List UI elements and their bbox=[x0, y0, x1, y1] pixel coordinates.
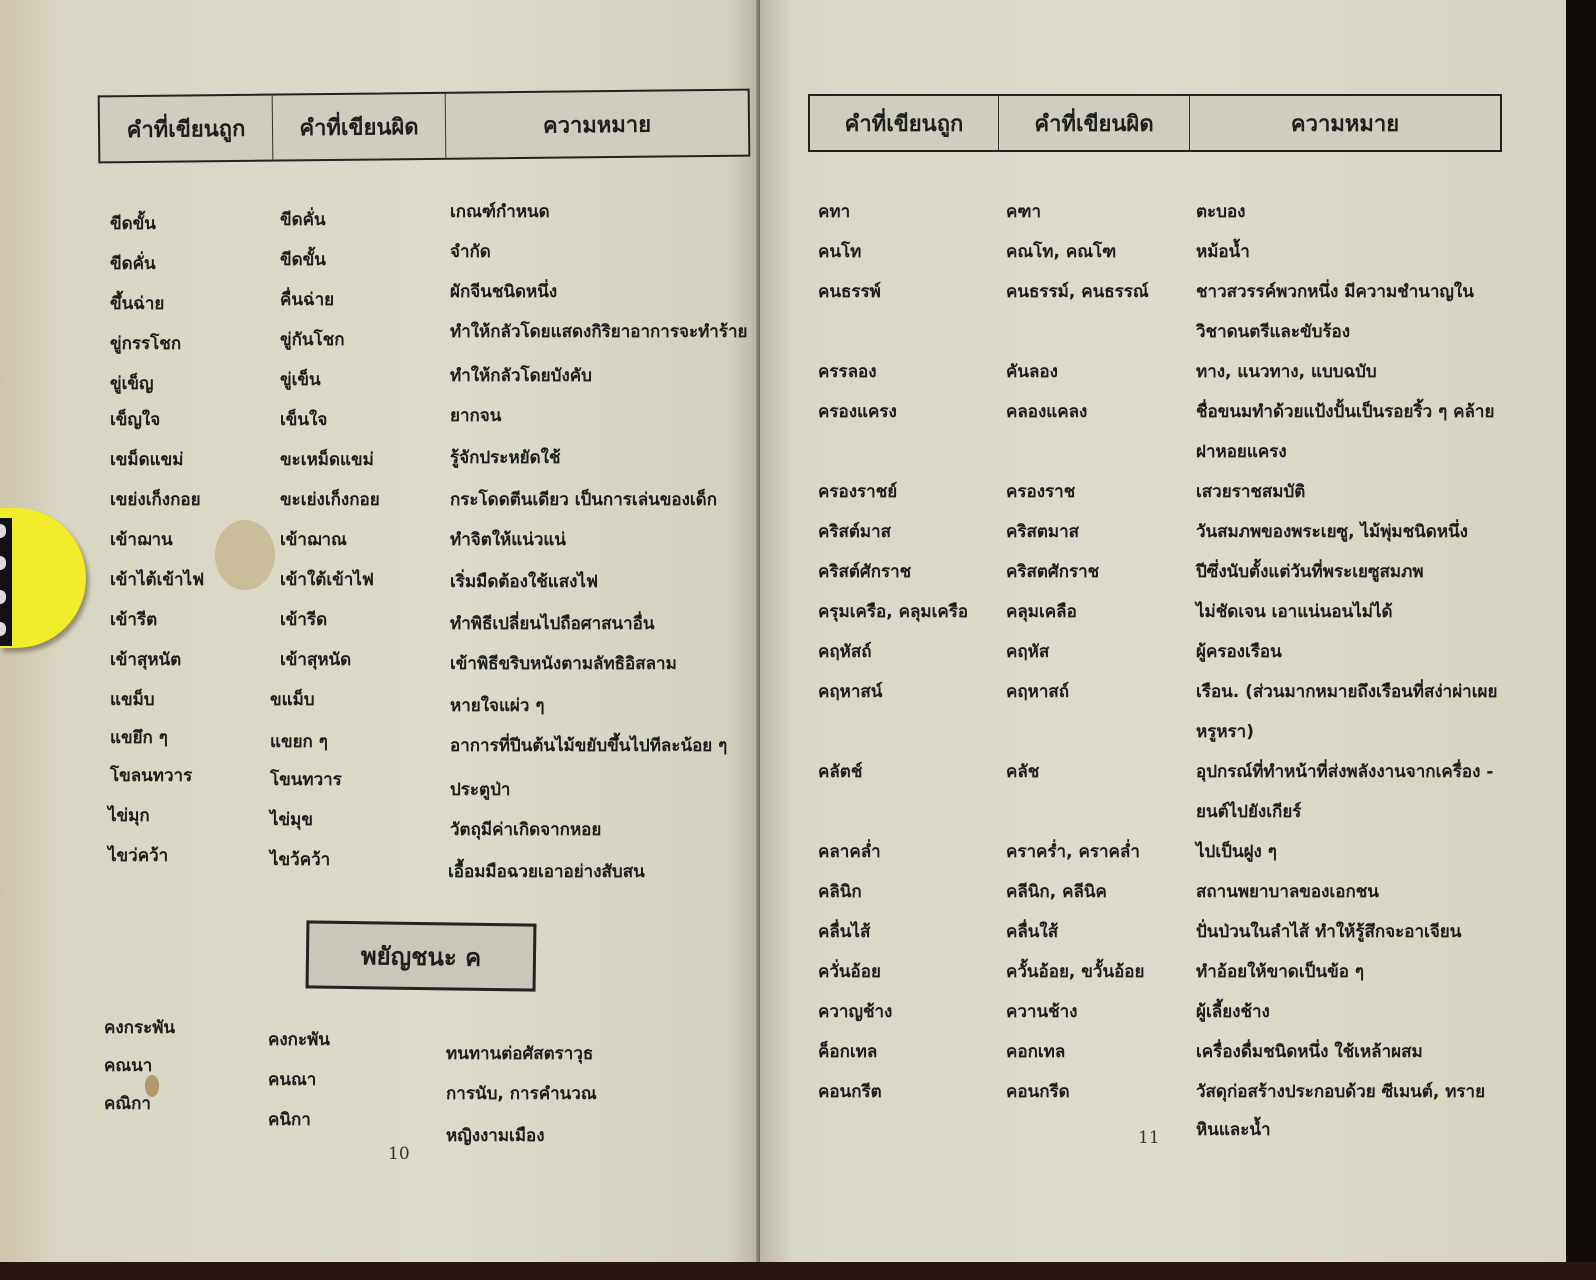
meaning: กระโดดตีนเดียว เป็นการเล่นของเด็ก bbox=[450, 490, 718, 510]
correct-word: เขม็ดแขม่ bbox=[110, 450, 184, 470]
correct-word: คทา bbox=[818, 202, 851, 222]
meaning: ประตูป่า bbox=[450, 780, 511, 800]
meaning: เสวยราชสมบัติ bbox=[1196, 482, 1306, 502]
wrong-word: เข็นใจ bbox=[280, 410, 328, 430]
wrong-word: ขู่เข็น bbox=[280, 370, 321, 390]
meaning-continued: วิชาดนตรีและขับร้อง bbox=[1196, 322, 1351, 342]
meaning: จำกัด bbox=[450, 242, 491, 262]
correct-word: เข้าสุหนัต bbox=[110, 650, 182, 670]
wrong-word: คันลอง bbox=[1006, 362, 1058, 382]
wrong-word: คริสตมาส bbox=[1006, 522, 1080, 542]
strip-hole-icon bbox=[0, 556, 6, 570]
meaning: ทำพิธีเปลี่ยนไปถือศาสนาอื่น bbox=[450, 614, 655, 634]
meaning: สถานพยาบาลของเอกชน bbox=[1196, 882, 1379, 902]
wrong-word: คฤหัส bbox=[1006, 642, 1050, 662]
meaning: ทาง, แนวทาง, แบบฉบับ bbox=[1196, 362, 1377, 382]
correct-word: ไขว่คว้า bbox=[108, 846, 169, 866]
meaning: อุปกรณ์ที่ทำหน้าที่ส่งพลังงานจากเครื่อง - bbox=[1196, 762, 1494, 782]
wrong-word: คราคร่ำ, คราคล่ำ bbox=[1006, 842, 1140, 862]
correct-word: คลัตช์ bbox=[818, 762, 863, 782]
wrong-word: คณโท, คณโฑ bbox=[1006, 242, 1117, 262]
right-page bbox=[760, 0, 1566, 1262]
correct-word: เข้ารีต bbox=[110, 610, 158, 630]
meaning: ตะบอง bbox=[1196, 202, 1246, 222]
strip-hole-icon bbox=[0, 524, 6, 538]
meaning: วัสดุก่อสร้างประกอบด้วย ซีเมนต์, ทราย bbox=[1196, 1082, 1486, 1102]
correct-word: คริสต์ศักราช bbox=[818, 562, 912, 582]
meaning: เครื่องดื่มชนิดหนึ่ง ใช้เหล้าผสม bbox=[1196, 1042, 1423, 1062]
paper-stain bbox=[215, 520, 275, 590]
meaning: ผักจีนชนิดหนึ่ง bbox=[450, 282, 558, 302]
page-number: 11 bbox=[1138, 1128, 1160, 1148]
wrong-word: ขู่กันโชก bbox=[280, 330, 345, 350]
wrong-word: ขีดขั้น bbox=[280, 250, 326, 270]
wrong-word: ไข่มุข bbox=[270, 810, 313, 830]
correct-word: คฤหัสถ์ bbox=[818, 642, 872, 662]
wrong-word: ขีดคั่น bbox=[280, 210, 326, 230]
meaning: รู้จักประหยัดใช้ bbox=[450, 448, 561, 468]
meaning-continued: ฝาหอยแครง bbox=[1196, 442, 1287, 462]
correct-word: คริสต์มาส bbox=[818, 522, 892, 542]
correct-word: ครรลอง bbox=[818, 362, 877, 382]
page-number: 10 bbox=[388, 1144, 410, 1164]
wrong-word: เข้าใต้เข้าไฟ bbox=[280, 570, 374, 590]
wrong-word: คนิกา bbox=[268, 1110, 311, 1130]
wrong-word: โขนทวาร bbox=[270, 770, 342, 790]
correct-word: ครุมเครือ, คลุมเครือ bbox=[818, 602, 969, 622]
wrong-word: คลื่นใส้ bbox=[1006, 922, 1059, 942]
meaning: หญิงงามเมือง bbox=[446, 1126, 545, 1146]
correct-word: ขีดคั่น bbox=[110, 254, 156, 274]
correct-word: ขึ้นฉ่าย bbox=[110, 294, 165, 314]
meaning: ทำให้กลัวโดยบังคับ bbox=[450, 366, 592, 386]
wrong-word: คฤหาสถ์ bbox=[1006, 682, 1070, 702]
meaning: เกณฑ์กำหนด bbox=[450, 202, 550, 222]
wrong-word: ไขว้คว้า bbox=[270, 850, 331, 870]
meaning: ทำให้กลัวโดยแสดงกิริยาอาการจะทำร้าย bbox=[450, 322, 748, 342]
wrong-word: คนณา bbox=[268, 1070, 317, 1090]
wrong-word: คลีนิก, คลีนิค bbox=[1006, 882, 1107, 902]
correct-word: ควาญช้าง bbox=[818, 1002, 893, 1022]
meaning: หม้อน้ำ bbox=[1196, 242, 1250, 262]
background-edge bbox=[1566, 0, 1596, 1280]
correct-word: ไข่มุก bbox=[108, 806, 150, 826]
correct-word: ขีดขั้น bbox=[110, 214, 156, 234]
correct-word: คลาคล่ำ bbox=[818, 842, 881, 862]
section-heading: พยัญชนะ ค bbox=[306, 920, 537, 991]
correct-word: แขม็บ bbox=[110, 690, 155, 710]
wrong-word: ครองราช bbox=[1006, 482, 1076, 502]
meaning: ปั่นป่วนในลำไส้ ทำให้รู้สึกจะอาเจียน bbox=[1196, 922, 1462, 942]
wrong-word: ขะเหม็ดแขม่ bbox=[280, 450, 374, 470]
meaning: เริ่มมืดต้องใช้แสงไฟ bbox=[450, 572, 599, 592]
correct-word: เข้าฌาน bbox=[110, 530, 173, 550]
correct-word: คอนกรีต bbox=[818, 1082, 882, 1102]
correct-word: คณนา bbox=[104, 1056, 153, 1076]
wrong-word: เข้ารีด bbox=[280, 610, 328, 630]
correct-word: ครองแครง bbox=[818, 402, 897, 422]
meaning: ทำอ้อยให้ขาดเป็นข้อ ๆ bbox=[1196, 962, 1364, 982]
strip-hole-icon bbox=[0, 622, 6, 636]
correct-word: คนโท bbox=[818, 242, 862, 262]
meaning: ผู้เลี้ยงช้าง bbox=[1196, 1002, 1270, 1022]
correct-word: ครองราชย์ bbox=[818, 482, 898, 502]
meaning: ปีซึ่งนับตั้งแต่วันที่พระเยซูสมภพ bbox=[1196, 562, 1424, 582]
correct-word: เข็ญใจ bbox=[110, 410, 161, 430]
table-header bbox=[808, 94, 1502, 152]
meaning: ไม่ชัดเจน เอาแน่นอนไม่ได้ bbox=[1196, 602, 1393, 622]
wrong-word: ขะเย่งเก็งกอย bbox=[280, 490, 380, 510]
meaning: วัตถุมีค่าเกิดจากหอย bbox=[450, 820, 602, 840]
wrong-word: คนธรรม์, คนธรรณ์ bbox=[1006, 282, 1149, 302]
correct-word: แขยึก ๆ bbox=[110, 728, 168, 748]
strip-hole-icon bbox=[0, 590, 6, 604]
wrong-word: คลัช bbox=[1006, 762, 1040, 782]
correct-word: เขย่งเก็งกอย bbox=[110, 490, 201, 510]
background-edge bbox=[0, 1262, 1596, 1280]
wrong-word: แขยก ๆ bbox=[270, 732, 328, 752]
wrong-word: คอนกรีด bbox=[1006, 1082, 1070, 1102]
wrong-word: ควานช้าง bbox=[1006, 1002, 1078, 1022]
meaning: ไปเป็นฝูง ๆ bbox=[1196, 842, 1277, 862]
correct-word: เข้าไต้เข้าไฟ bbox=[110, 570, 205, 590]
correct-word: ขู่เข็ญ bbox=[110, 374, 154, 394]
meaning: ทนทานต่อศัสตราวุธ bbox=[446, 1044, 594, 1064]
meaning: ทำจิตให้แน่วแน่ bbox=[450, 530, 566, 550]
meaning: เรือน. (ส่วนมากหมายถึงเรือนที่สง่าผ่าเผย bbox=[1196, 682, 1498, 702]
header-correct-word: คำที่เขียนถูก bbox=[100, 96, 274, 162]
meaning: ชาวสวรรค์พวกหนึ่ง มีความชำนาญใน bbox=[1196, 282, 1474, 302]
wrong-word: เข้าสุหนัด bbox=[280, 650, 352, 670]
header-wrong-word: คำที่เขียนผิด bbox=[273, 94, 447, 160]
correct-word: โขลนทวาร bbox=[110, 766, 193, 786]
meaning-continued: หินและน้ำ bbox=[1196, 1120, 1271, 1140]
left-page bbox=[0, 0, 760, 1270]
meaning: อาการที่ปีนต้นไม้ขยับขึ้นไปทีละน้อย ๆ bbox=[450, 736, 728, 756]
wrong-word: คอกเทล bbox=[1006, 1042, 1066, 1062]
meaning: เอื้อมมือฉวยเอาอย่างสับสน bbox=[448, 862, 645, 882]
meaning-continued: หรูหรา) bbox=[1196, 722, 1254, 742]
meaning: ชื่อขนมทำด้วยแป้งปั้นเป็นรอยริ้ว ๆ คล้าย bbox=[1196, 402, 1495, 422]
meaning: เข้าพิธีขริบหนังตามลัทธิอิสลาม bbox=[450, 654, 677, 674]
correct-word: คลื่นไส้ bbox=[818, 922, 871, 942]
correct-word: คงกระพัน bbox=[104, 1018, 176, 1038]
correct-word: ขู่กรรโชก bbox=[110, 334, 182, 354]
correct-word: ควั่นอ้อย bbox=[818, 962, 881, 982]
wrong-word: คฑา bbox=[1006, 202, 1042, 222]
meaning: ผู้ครองเรือน bbox=[1196, 642, 1282, 662]
wrong-word: คลุมเคลือ bbox=[1006, 602, 1077, 622]
correct-word: คฤหาสน์ bbox=[818, 682, 883, 702]
wrong-word: ควั้นอ้อย, ขวั้นอ้อย bbox=[1006, 962, 1145, 982]
wrong-word: คริสตศักราช bbox=[1006, 562, 1100, 582]
bookmark-strip bbox=[0, 518, 12, 646]
correct-word: ค็อกเทล bbox=[818, 1042, 878, 1062]
meaning: การนับ, การคำนวณ bbox=[446, 1084, 597, 1104]
meaning-continued: ยนต์ไปยังเกียร์ bbox=[1196, 802, 1302, 822]
correct-word: คนธรรพ์ bbox=[818, 282, 881, 302]
wrong-word: คื่นฉ่าย bbox=[280, 290, 335, 310]
meaning: หายใจแผ่ว ๆ bbox=[450, 696, 545, 716]
correct-word: คณิกา bbox=[104, 1094, 151, 1114]
wrong-word: เข้าฌาณ bbox=[280, 530, 347, 550]
table-header bbox=[98, 89, 751, 164]
meaning: วันสมภพของพระเยซู, ไม้พุ่มชนิดหนึ่ง bbox=[1196, 522, 1468, 542]
header-wrong-word: คำที่เขียนผิด bbox=[999, 96, 1190, 150]
wrong-word: ขแม็บ bbox=[270, 690, 315, 710]
header-meaning: ความหมาย bbox=[542, 112, 652, 139]
meaning: ยากจน bbox=[450, 406, 502, 426]
wrong-word: คงกะพัน bbox=[268, 1030, 330, 1050]
wrong-word: คลองแคลง bbox=[1006, 402, 1088, 422]
header-correct-word: คำที่เขียนถูก bbox=[810, 96, 999, 150]
correct-word: คลินิก bbox=[818, 882, 862, 902]
header-meaning: ความหมาย bbox=[1290, 111, 1400, 137]
